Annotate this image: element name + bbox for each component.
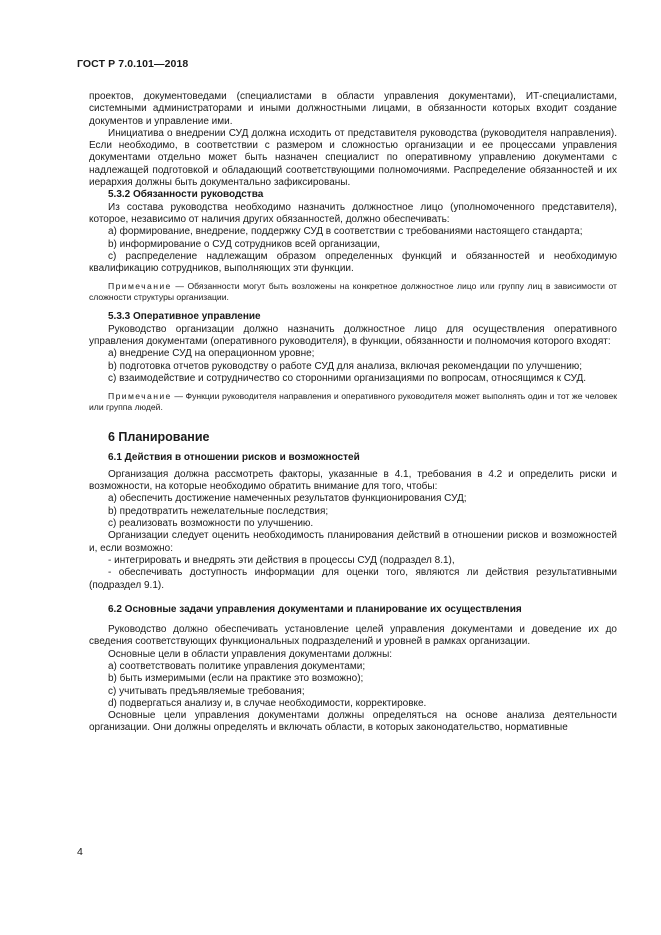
list-item: b) информирование о СУД сотрудников всей организации, [108,238,381,250]
list-item: b) быть измеримыми (если на практике это возможно); [108,673,364,685]
section-6-2-heading: 6.2 Основные задачи управления документами и планирование их осуществления [108,603,522,615]
note-label: Примечание [108,391,172,402]
section-5-3-3-heading: 5.3.3 Оперативное управление [108,311,261,323]
section-6-1-heading: 6.1 Действия в отношении рисков и возможностей [108,451,360,463]
section-6-1-lead: Организация должна рассмотреть факторы, указанные в 4.1, требования в 4.2 и определить риски и возможности, на которые необходимо обратить внимание для того, чтобы: [89,468,617,493]
note-label: Примечание [108,281,172,292]
section-5-3-2-lead: Из состава руководства необходимо назначить должностное лицо (уполномоченного представителя), которое, независимо от наличия других обязанностей, должно обеспечивать: [89,201,617,225]
section-6-2-list-lead: Основные цели в области управления документами должны: [108,648,393,660]
list-item: - интегрировать и внедрять эти действия в процессы СУД (подраздел 8.1), [108,554,455,566]
page-number: 4 [77,846,83,858]
list-item: b) подготовка отчетов руководству о работе СУД для анализа, включая рекомендации по улучшению; [108,360,583,372]
list-item: c) учитывать предъявляемые требования; [108,685,305,697]
list-item: b) предотвратить нежелательные последствия; [108,505,329,517]
section-6-2-lead: Руководство должно обеспечивать установление целей управления документами и доведение их до сведения соответствующих функциональных подразделений и уровней в рамках организации. [89,624,617,648]
note-text: — Функции руководителя направления и оперативного руководителя может выполнять один и тот же человек или группа людей. [89,391,617,413]
list-item: а) формирование, внедрение, поддержку СУД в соответствии с требованиями настоящего стандарта; [108,226,583,238]
section-6-2-paragraph: Основные цели управления документами должны определяться на основе анализа деятельности организации. Они должны определять и включать области, в которых законодательство, нормативные [89,710,617,734]
document-body [89,91,617,735]
section-6-1-paragraph: Организации следует оценить необходимость планирования действий в отношении рисков и возможностей и, если возможно: [89,530,617,554]
list-item: c) взаимодействие и сотрудничество со сторонними организациями по вопросам, относящимся к СУД. [108,372,587,384]
list-item: c) реализовать возможности по улучшению. [108,518,314,530]
section-5-3-2-heading: 5.3.2 Обязанности руководства [108,189,264,201]
section-6-heading: 6 Планирование [108,430,210,445]
section-5-3-3-lead: Руководство организации должно назначить должностное лицо для осуществления оперативного управления документами (оперативного руководителя), в функции, обязанности и полномочия которого входят: [89,323,617,348]
list-item: а) соответствовать политике управления документами; [108,660,366,672]
document-header: ГОСТ Р 7.0.101—2018 [77,58,189,70]
list-item: а) обеспечить достижение намеченных результатов функционирования СУД; [108,493,467,505]
list-item: - обеспечивать доступность информации для оценки того, являются ли действия результативными (подраздел 9.1). [89,567,617,591]
intro-paragraph-continued: проектов, документоведами (специалистами в области управления документами), ИТ-специалистами, системными администраторами и иными должностными лицами, в обязанности которых входит создание документов и управление ими. [89,91,617,127]
list-item: c) распределение надлежащим образом определенных функций и обязанностей и необходимую квалификацию сотрудников, выполняющих эти функции. [89,250,617,275]
note-text: — Обязанности могут быть возложены на конкретное должностное лицо или группу лиц в зависимости от сложности структуры организации. [89,281,617,303]
list-item: d) подвергаться анализу и, в случае необходимости, корректировке. [108,697,427,709]
section-5-3-2-note [89,281,617,303]
intro-paragraph-initiative: Инициатива о внедрении СУД должна исходить от представителя руководства (руководителя направления). Если необходимо, в соответствии с размером и сложностью организации и ее процессами управления документами отдельно может быть назначен специалист по оперативному управлению документами с надлежащей подготовкой и обладающий соответствующими полномочиями. Распределение обязанностей и их иерархия должны быть документально зафиксированы. [89,127,617,189]
list-item: а) внедрение СУД на операционном уровне; [108,348,315,360]
section-5-3-3-note [89,391,617,413]
